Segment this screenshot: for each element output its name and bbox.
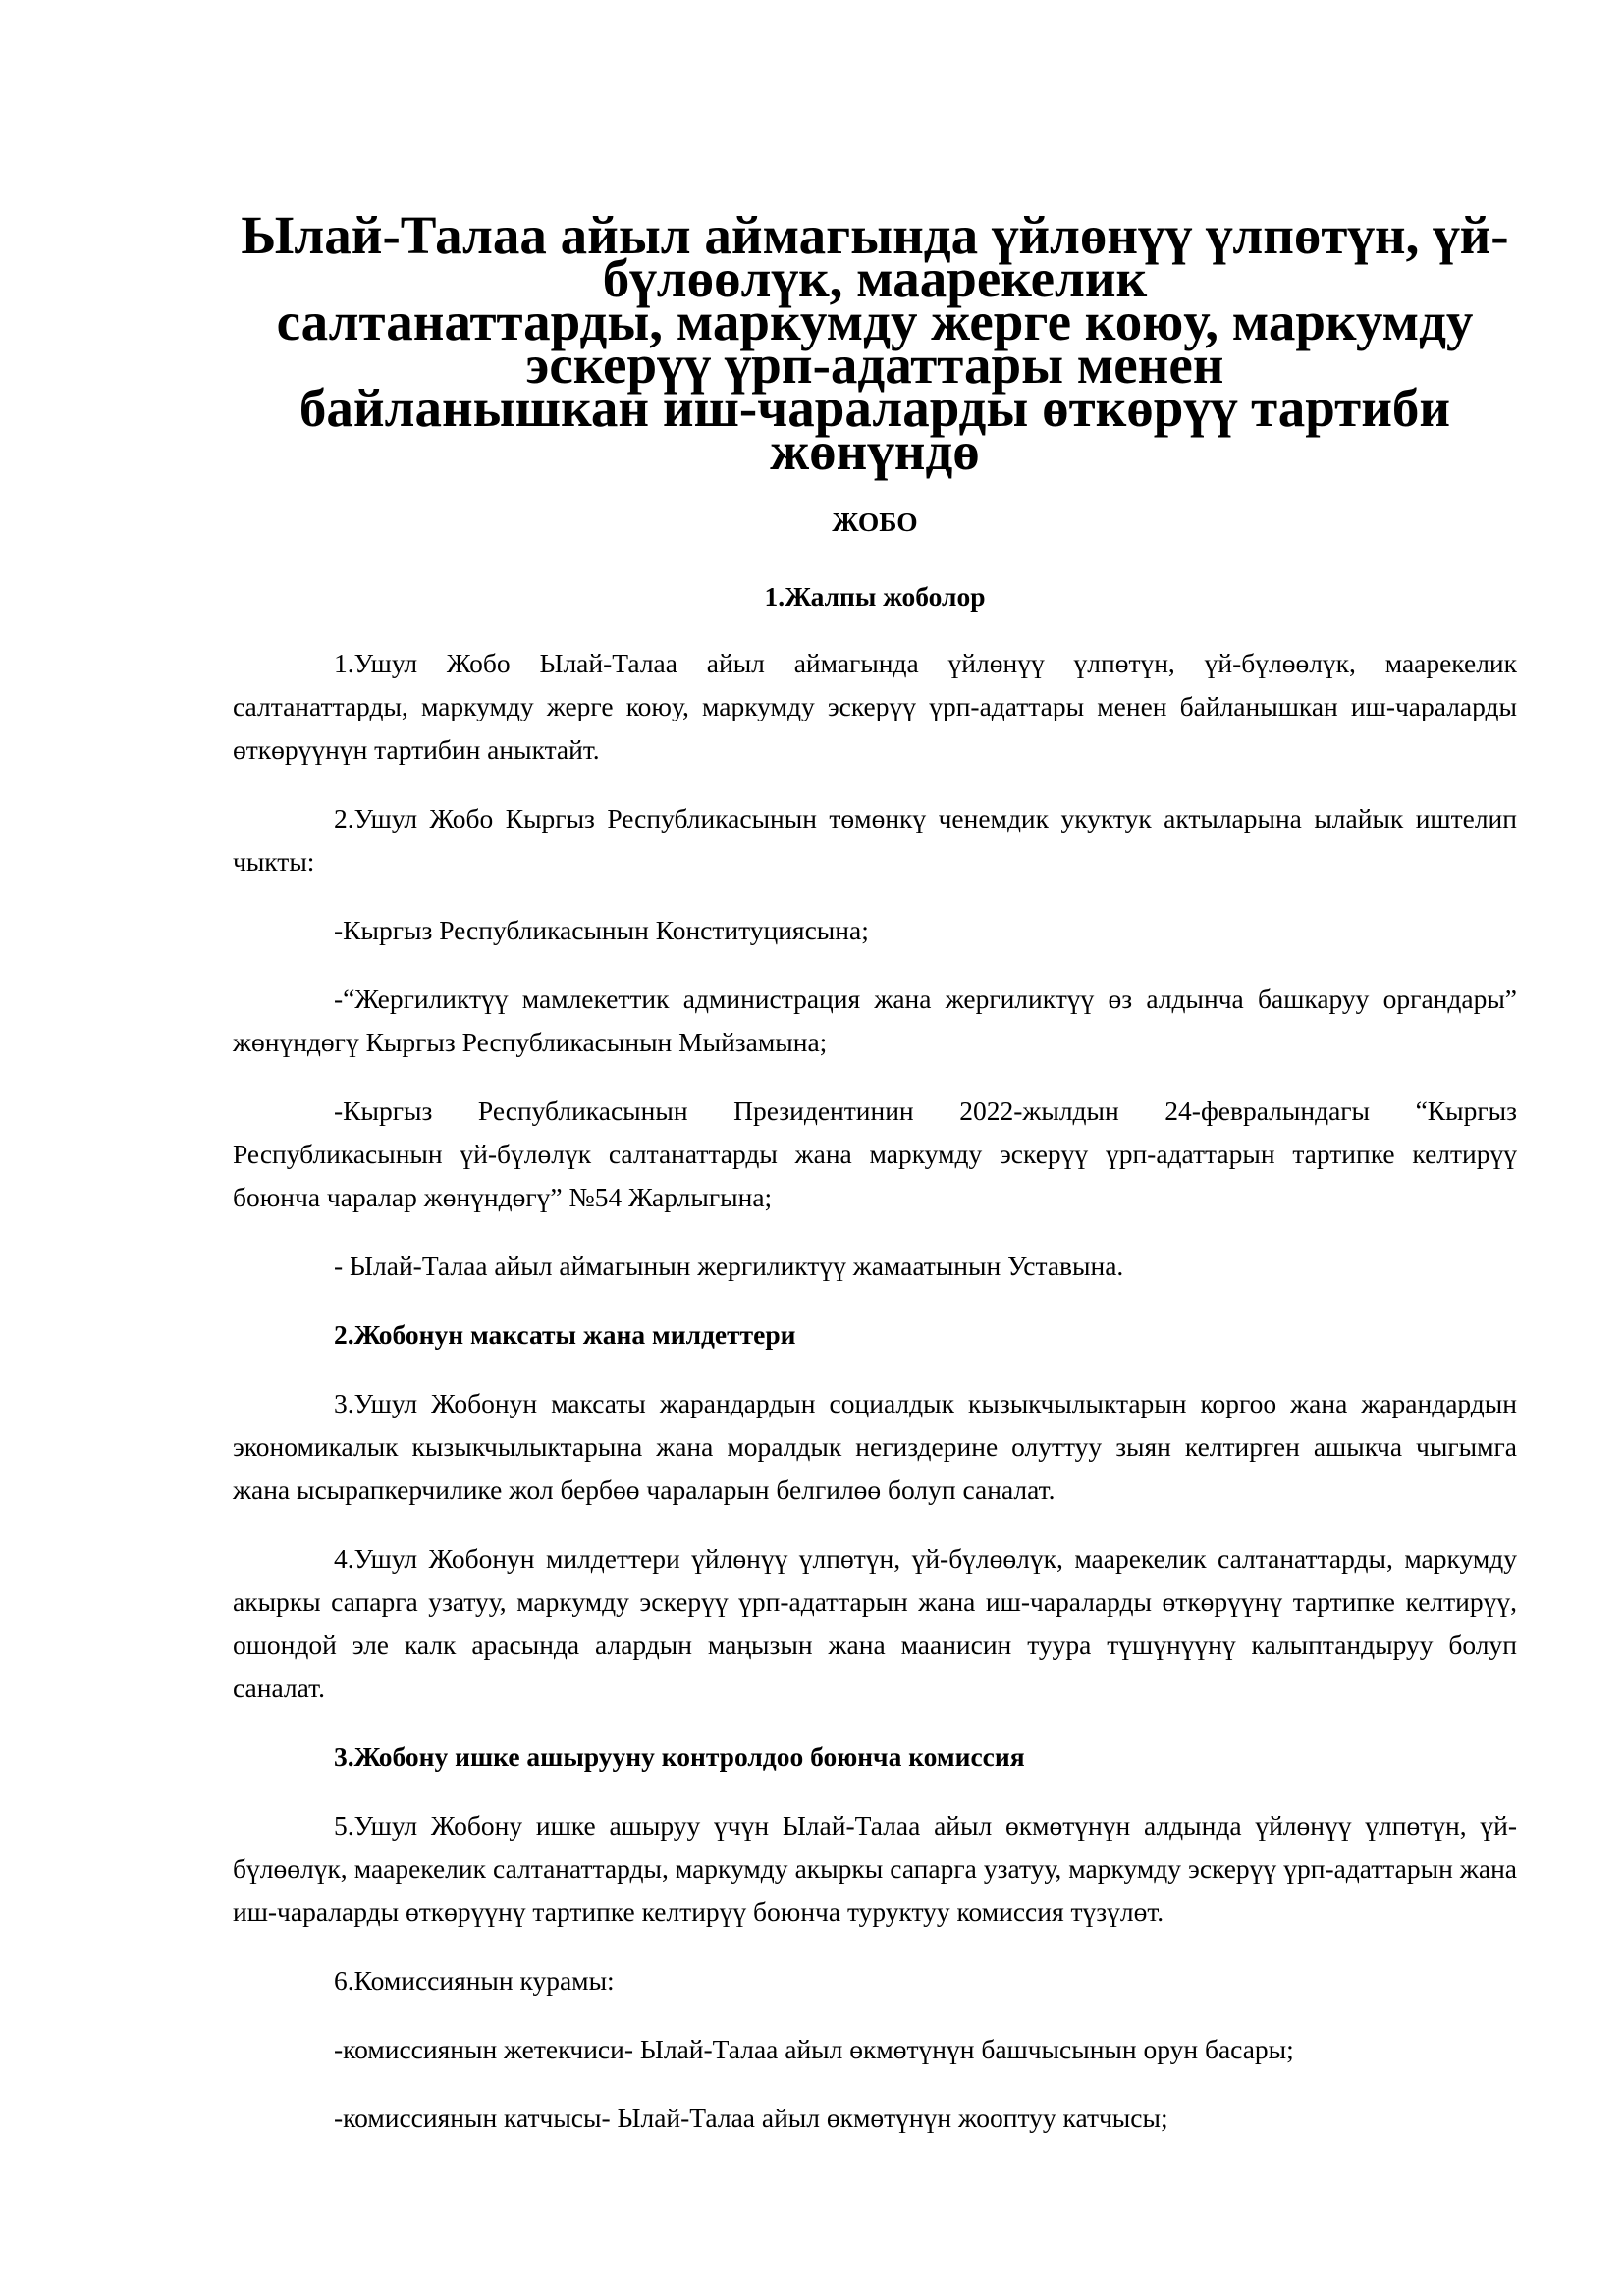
section-heading-goals: 2.Жобонун максаты жана милдеттери bbox=[334, 1319, 796, 1350]
title-line: байланышкан иш-чараларды өткөрүү тартиби жөнүндө bbox=[298, 378, 1451, 481]
commission-member: -комиссиянын жетекчиси- Ылай-Талаа айыл өкмөтүнүн башчысынын орун басары; bbox=[334, 2034, 1294, 2064]
title-line: салтанаттарды, маркумду жерге коюу, маркумду эскерүү үрп-адаттары менен bbox=[276, 292, 1474, 395]
paragraph-5: 5.Ушул Жобону ишке ашыруу үчүн Ылай-Талаа айыл өкмөтүнүн алдында үйлөнүү үлпөтүн, үй-бүлөөлүк, маарекелик салтанаттарды, маркумду акыркы сапарга узатуу, маркумду эскерүү үрп-адаттарын жана иш-чараларды өткөрүүнү тартипке келтирүү боюнча туруктуу комиссия түзүлөт. bbox=[233, 1810, 1517, 1927]
document-type: ЖОБО bbox=[832, 507, 918, 537]
section-heading-commission: 3.Жобону ишке ашырууну контролдоо боюнча комиссия bbox=[334, 1741, 1025, 1772]
paragraph-6: 6.Комиссиянын курамы: bbox=[334, 1965, 615, 1996]
document-title bbox=[233, 205, 1517, 481]
legal-act-item: - Ылай-Талаа айыл аймагынын жергиликтүү жамаатынын Уставына. bbox=[334, 1251, 1124, 1281]
legal-act-item: -Кыргыз Республикасынын Президентинин 2022-жылдын 24-февралындагы “Кыргыз Республикасынын үй-бүлөлүк салтанаттарды жана маркумду эскерүү үрп-адаттарын тартипке келтирүү боюнча чаралар жөнүндөгү” №54 Жарлыгына; bbox=[233, 1095, 1517, 1212]
commission-member: -комиссиянын катчысы- Ылай-Талаа айыл өкмөтүнүн жооптуу катчысы; bbox=[334, 2103, 1168, 2133]
paragraph-2: 2.Ушул Жобо Кыргыз Республикасынын төмөнкү ченемдик укуктук актыларына ылайык иштелип чыкты: bbox=[233, 803, 1517, 877]
document-page bbox=[233, 205, 1517, 2140]
paragraph-3: 3.Ушул Жобонун максаты жарандардын социалдык кызыкчылыктарын коргоо жана жарандардын экономикалык кызыкчылыктарына жана моралдык негиздерине олуттуу зыян келтирген ашыкча чыгымга жана ысырапкерчилике жол бербөө чараларын белгилөө болуп саналат. bbox=[233, 1388, 1517, 1505]
legal-act-item: -“Жергиликтүү мамлекеттик администрация жана жергиликтүү өз алдынча башкаруу органдары” жөнүндөгү Кыргыз Республикасынын Мыйзамына; bbox=[233, 984, 1517, 1057]
paragraph-4: 4.Ушул Жобонун милдеттери үйлөнүү үлпөтүн, үй-бүлөөлүк, маарекелик салтанаттарды, маркумду акыркы сапарга узатуу, маркумду эскерүү үрп-адаттарын жана иш-чараларды өткөрүүнү тартипке келтирүү, ошондой эле калк арасында алардын маңызын жана маанисин туура түшүнүүнү калыптандыруу болуп саналат. bbox=[233, 1543, 1517, 1703]
title-line: Ылай-Талаа айыл аймагында үйлөнүү үлпөтүн, үй-бүлөөлүк, маарекелик bbox=[241, 205, 1509, 308]
section-heading-general: 1.Жалпы жоболор bbox=[764, 581, 986, 612]
paragraph-1: 1.Ушул Жобо Ылай-Талаа айыл аймагында үйлөнүү үлпөтүн, үй-бүлөөлүк, маарекелик салтанаттарды, маркумду жерге коюу, маркумду эскерүү үрп-адаттары менен байланышкан иш-чараларды өткөрүүнүн тартибин аныктайт. bbox=[233, 648, 1517, 765]
legal-act-item: -Кыргыз Республикасынын Конституциясына; bbox=[334, 915, 869, 945]
